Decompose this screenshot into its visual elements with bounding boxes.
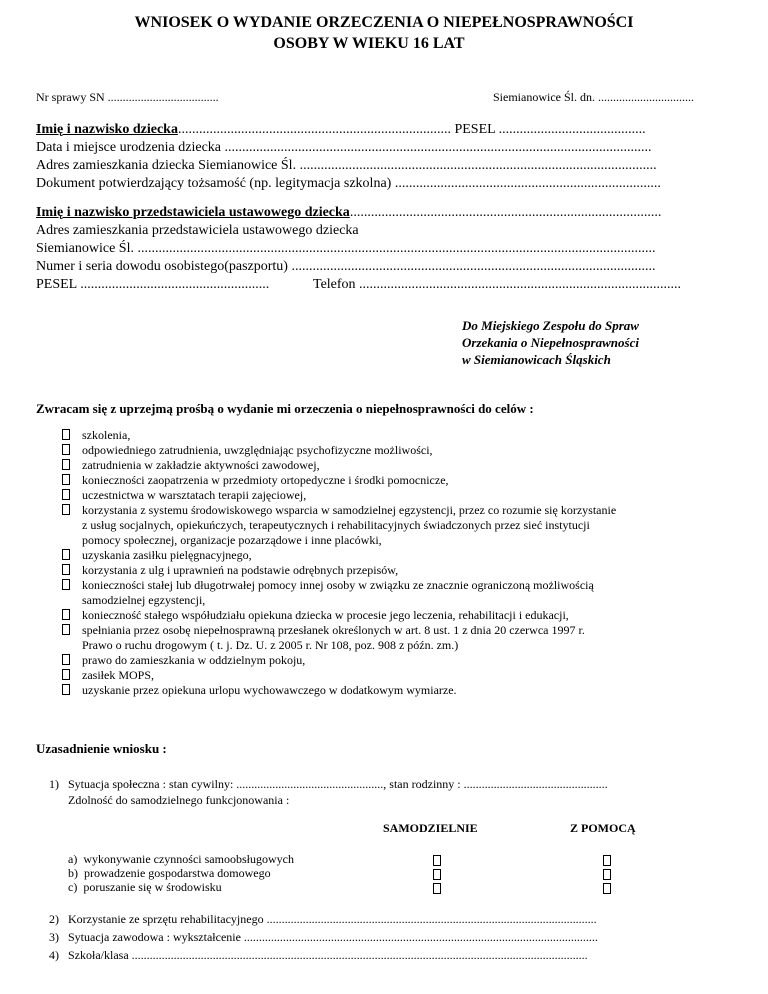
ability-label-b: prowadzenie gospodarstwa domowego: [84, 866, 271, 880]
purpose-checkbox-1[interactable]: [62, 428, 70, 443]
purpose-label-13: zasiłek MOPS,: [82, 668, 154, 682]
addressee-line2: Orzekania o Niepełnosprawności: [462, 335, 639, 350]
justification-number-2: 2): [49, 912, 59, 926]
social-situation-field[interactable]: Sytuacja społeczna : stan cywilny: ................................................., stan rodzinny : ................................................: [68, 777, 608, 791]
purpose-label-7: uzyskania zasiłku pielęgnacyjnego,: [82, 548, 252, 562]
justification-number-4: 4): [49, 948, 59, 962]
guardian-name-row[interactable]: [36, 205, 661, 221]
justification-heading: Uzasadnienie wniosku :: [36, 741, 167, 756]
purpose-label-1: szkolenia,: [82, 428, 131, 442]
purpose-checkbox-3[interactable]: [62, 458, 70, 473]
purpose-checkbox-10[interactable]: [62, 608, 70, 623]
request-heading: Zwracam się z uprzejmą prośbą o wydanie mi orzeczenia o niepełnosprawności do celów :: [36, 401, 534, 416]
guardian-name-label: Imię i nazwisko przedstawiciela ustawowego dziecka: [36, 205, 350, 220]
justification-number-1: 1): [49, 777, 59, 791]
purpose-label-6-cont1: z usług socjalnych, opiekuńczych, terapeutycznych i rehabilitacyjnych świadczonych przez sieć instytucji: [82, 518, 590, 532]
purpose-label-4: konieczności zaopatrzenia w przedmioty ortopedyczne i środki pomocnicze,: [82, 473, 449, 487]
addressee-line1: Do Miejskiego Zespołu do Spraw: [462, 318, 639, 333]
purpose-label-8: korzystania z ulg i uprawnień na podstawie odrębnych przepisów,: [82, 563, 399, 577]
ability-label-a: wykonywanie czynności samoobsługowych: [83, 852, 294, 866]
child-birth-field[interactable]: Data i miejsce urodzenia dziecka ..........................................................................................................................: [36, 140, 652, 155]
purpose-checkbox-12[interactable]: [62, 653, 70, 668]
justification-number-3: 3): [49, 930, 59, 944]
purpose-label-6-cont2: pomocy społecznej, organizacje pozarządowe i inne placówki,: [82, 533, 382, 547]
purpose-label-5: uczestnictwa w warsztatach terapii zajęciowej,: [82, 488, 307, 502]
ability-c-independent-checkbox[interactable]: [433, 880, 441, 898]
professional-situation-field[interactable]: Sytuacja zawodowa : wykształcenie ......................................................................................................................: [68, 930, 598, 944]
purpose-label-10: konieczność stałego współudziału opiekuna dziecka w procesie jego leczenia, rehabilitacji i edukacji,: [82, 608, 569, 622]
purpose-checkbox-13[interactable]: [62, 668, 70, 683]
place-date-field[interactable]: Siemianowice Śl. dn. ................................: [493, 90, 694, 104]
purpose-checkbox-7[interactable]: [62, 548, 70, 563]
purpose-checkbox-8[interactable]: [62, 563, 70, 578]
ability-label-c: poruszanie się w środowisku: [83, 880, 222, 894]
purpose-checkbox-6[interactable]: [62, 503, 70, 518]
form-title-line1: WNIOSEK O WYDANIE ORZECZENIA O NIEPEŁNOSPRAWNOŚCI: [134, 14, 634, 31]
child-document-field[interactable]: Dokument potwierdzający tożsamość (np. legitymacja szkolna) ............................................................................: [36, 176, 661, 191]
child-name-label: Imię i nazwisko dziecka: [36, 122, 178, 137]
purpose-checkbox-14[interactable]: [62, 683, 70, 698]
purpose-label-3: zatrudnienia w zakładzie aktywności zawodowej,: [82, 458, 320, 472]
purpose-checkbox-9[interactable]: [62, 578, 70, 593]
child-address-field[interactable]: Adres zamieszkania dziecka Siemianowice Śl. ......................................................................................................: [36, 158, 657, 173]
child-name-dots: .............................................................................. PESEL ..........................................: [177, 122, 646, 137]
purpose-label-9: konieczności stałej lub długotrwałej pomocy innej osoby w związku ze znacznie ograniczoną możliwością: [82, 578, 594, 592]
column-header-independent: SAMODZIELNIE: [383, 821, 478, 835]
purpose-checkbox-4[interactable]: [62, 473, 70, 488]
guardian-phone-field[interactable]: Telefon ............................................................................................: [313, 277, 682, 292]
child-name-row[interactable]: [36, 122, 646, 138]
ability-c-with-help-checkbox[interactable]: [603, 880, 611, 898]
guardian-name-dots: .........................................................................................: [349, 205, 662, 220]
case-number-field[interactable]: Nr sprawy SN .....................................: [36, 90, 219, 104]
purpose-checkbox-11[interactable]: [62, 623, 70, 638]
purpose-label-14: uzyskanie przez opiekuna urlopu wychowawczego w dodatkowym wymiarze.: [82, 683, 457, 697]
independence-label: Zdolność do samodzielnego funkcjonowania :: [68, 793, 290, 807]
column-header-with-help: Z POMOCĄ: [570, 821, 636, 835]
guardian-address-label: Adres zamieszkania przedstawiciela ustawowego dziecka: [36, 223, 359, 238]
ability-row-c: c) poruszanie się w środowisku: [68, 880, 222, 894]
purpose-checkbox-2[interactable]: [62, 443, 70, 458]
guardian-id-field[interactable]: Numer i seria dowodu osobistego(paszportu) ........................................................................................................: [36, 259, 656, 274]
purpose-label-11-cont: Prawo o ruchu drogowym ( t. j. Dz. U. z 2005 r. Nr 108, poz. 908 z późn. zm.): [82, 638, 459, 652]
purpose-label-6: korzystania z systemu środowiskowego wsparcia w samodzielnej egzystencji, przez co rozumie się korzystanie: [82, 503, 617, 517]
addressee-line3: w Siemianowicach Śląskich: [462, 352, 611, 367]
purpose-label-11: spełniania przez osobę niepełnosprawną przesłanek określonych w art. 8 ust. 1 z dnia 20 czerwca 1997 r.: [82, 623, 585, 637]
form-title-line2: OSOBY W WIEKU 16 LAT: [273, 35, 465, 52]
school-class-field[interactable]: Szkoła/klasa ........................................................................................................................................................: [68, 948, 588, 962]
guardian-address-field[interactable]: Siemianowice Śl. ....................................................................................................................................................: [36, 241, 656, 256]
purpose-label-9-cont: samodzielnej egzystencji,: [82, 593, 206, 607]
ability-row-b: b) prowadzenie gospodarstwa domowego: [68, 866, 271, 880]
guardian-pesel-field[interactable]: PESEL ......................................................: [36, 277, 270, 292]
rehab-equipment-field[interactable]: Korzystanie ze sprzętu rehabilitacyjnego ..............................................................................................................: [68, 912, 597, 926]
purpose-label-2: odpowiedniego zatrudnienia, uwzględniając psychofizyczne możliwości,: [82, 443, 433, 457]
purpose-label-12: prawo do zamieszkania w oddzielnym pokoju,: [82, 653, 306, 667]
ability-row-a: a) wykonywanie czynności samoobsługowych: [68, 852, 294, 866]
purpose-checkbox-5[interactable]: [62, 488, 70, 503]
